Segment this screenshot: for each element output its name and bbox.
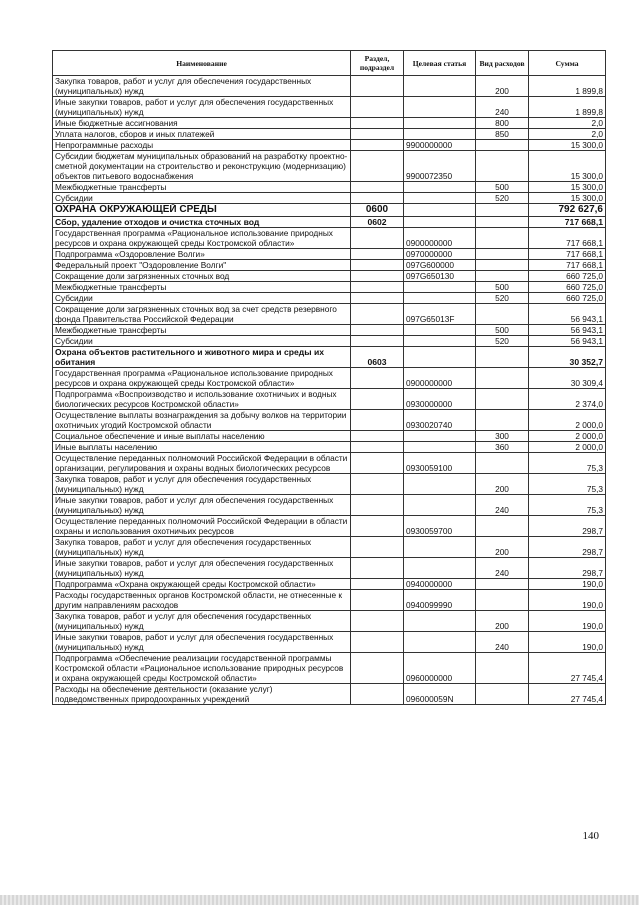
row-name: Охрана объектов растительного и животного мира и среды их обитания (53, 347, 351, 368)
row-name: Сбор, удаление отходов и очистка сточных вод (53, 217, 351, 228)
table-row (53, 431, 606, 442)
row-expense-type: 360 (476, 442, 529, 453)
row-sum: 30 309,4 (529, 368, 606, 389)
row-target-article (404, 118, 476, 129)
table-row (53, 193, 606, 204)
document-page (52, 50, 605, 705)
row-target-article: 0970000000 (404, 249, 476, 260)
row-target-article (404, 204, 476, 217)
row-target-article: 097G65013F (404, 304, 476, 325)
row-target-article (404, 282, 476, 293)
row-sum: 27 745,4 (529, 653, 606, 684)
row-sum: 2,0 (529, 118, 606, 129)
table-row (53, 336, 606, 347)
row-sum: 660 725,0 (529, 282, 606, 293)
row-razdel (351, 474, 404, 495)
row-razdel (351, 97, 404, 118)
row-expense-type: 500 (476, 282, 529, 293)
row-target-article (404, 217, 476, 228)
row-razdel: 0603 (351, 347, 404, 368)
scan-edge (0, 895, 639, 905)
table-row (53, 579, 606, 590)
row-target-article: 0930059700 (404, 516, 476, 537)
row-expense-type: 240 (476, 632, 529, 653)
row-razdel (351, 389, 404, 410)
row-expense-type (476, 228, 529, 249)
row-sum: 298,7 (529, 558, 606, 579)
row-target-article: 9900000000 (404, 140, 476, 151)
row-sum: 75,3 (529, 474, 606, 495)
header-expense-type: Вид расходов (476, 51, 529, 76)
row-sum: 2,0 (529, 129, 606, 140)
header-razdel: Раздел, подраздел (351, 51, 404, 76)
row-expense-type (476, 516, 529, 537)
row-expense-type (476, 653, 529, 684)
row-expense-type (476, 217, 529, 228)
row-expense-type (476, 304, 529, 325)
row-name: Закупка товаров, работ и услуг для обеспечения государственных (муниципальных) нужд (53, 537, 351, 558)
row-expense-type: 500 (476, 325, 529, 336)
row-name: Межбюджетные трансферты (53, 325, 351, 336)
row-expense-type: 300 (476, 431, 529, 442)
row-razdel (351, 579, 404, 590)
row-razdel (351, 590, 404, 611)
row-razdel (351, 151, 404, 182)
row-razdel (351, 182, 404, 193)
row-target-article: 097G650130 (404, 271, 476, 282)
row-expense-type (476, 389, 529, 410)
row-expense-type (476, 151, 529, 182)
row-sum: 75,3 (529, 495, 606, 516)
table-body (53, 76, 606, 705)
row-target-article: 0900000000 (404, 368, 476, 389)
row-razdel (351, 118, 404, 129)
row-razdel (351, 495, 404, 516)
row-name: Иные закупки товаров, работ и услуг для обеспечения государственных (муниципальных) нужд (53, 632, 351, 653)
row-name: Закупка товаров, работ и услуг для обеспечения государственных (муниципальных) нужд (53, 611, 351, 632)
row-target-article (404, 495, 476, 516)
row-sum: 75,3 (529, 453, 606, 474)
table-header-row (53, 51, 606, 76)
row-sum: 298,7 (529, 537, 606, 558)
row-razdel (351, 442, 404, 453)
row-expense-type (476, 453, 529, 474)
row-name: Закупка товаров, работ и услуг для обеспечения государственных (муниципальных) нужд (53, 474, 351, 495)
row-expense-type: 200 (476, 474, 529, 495)
row-sum: 190,0 (529, 579, 606, 590)
row-name: Осуществление выплаты вознаграждения за добычу волков на территории охотничьих угодий Костромской области (53, 410, 351, 431)
row-razdel (351, 653, 404, 684)
row-expense-type: 520 (476, 336, 529, 347)
table-row (53, 495, 606, 516)
row-expense-type (476, 368, 529, 389)
row-target-article: 0930020740 (404, 410, 476, 431)
table-row (53, 217, 606, 228)
table-row (53, 347, 606, 368)
table-row (53, 632, 606, 653)
table-row (53, 271, 606, 282)
row-expense-type (476, 249, 529, 260)
row-razdel (351, 537, 404, 558)
row-expense-type (476, 347, 529, 368)
row-sum: 2 000,0 (529, 431, 606, 442)
row-sum: 56 943,1 (529, 325, 606, 336)
row-name: Субсидии (53, 336, 351, 347)
row-name: Непрограммные расходы (53, 140, 351, 151)
table-row (53, 182, 606, 193)
row-target-article: 0940099990 (404, 590, 476, 611)
row-sum: 2 374,0 (529, 389, 606, 410)
row-name: ОХРАНА ОКРУЖАЮЩЕЙ СРЕДЫ (53, 204, 351, 217)
table-row (53, 590, 606, 611)
row-razdel (351, 368, 404, 389)
row-target-article: 0960000000 (404, 653, 476, 684)
row-razdel (351, 325, 404, 336)
row-name: Расходы на обеспечение деятельности (оказание услуг) подведомственных природоохранных учреждений (53, 684, 351, 705)
row-expense-type: 520 (476, 293, 529, 304)
row-sum: 792 627,6 (529, 204, 606, 217)
row-expense-type: 240 (476, 558, 529, 579)
row-name: Субсидии бюджетам муниципальных образований на разработку проектно-сметной документации на строительство и реконструкцию (модернизацию) объектов питьевого водоснабжения (53, 151, 351, 182)
row-razdel (351, 129, 404, 140)
page-number: 140 (582, 830, 599, 842)
row-expense-type: 800 (476, 118, 529, 129)
row-expense-type (476, 204, 529, 217)
row-target-article: 096000059N (404, 684, 476, 705)
row-name: Государственная программа «Рациональное использование природных ресурсов и охрана окружающей среды Костромской области» (53, 368, 351, 389)
row-name: Сокращение доли загрязненных сточных вод за счет средств резервного фонда Правительства Российской Федерации (53, 304, 351, 325)
row-target-article: 0930059100 (404, 453, 476, 474)
table-row (53, 516, 606, 537)
table-row (53, 151, 606, 182)
row-sum: 717 668,1 (529, 228, 606, 249)
row-name: Иные закупки товаров, работ и услуг для обеспечения государственных (муниципальных) нужд (53, 97, 351, 118)
header-sum: Сумма (529, 51, 606, 76)
row-sum: 298,7 (529, 516, 606, 537)
table-row (53, 537, 606, 558)
row-expense-type (476, 579, 529, 590)
row-target-article: 0900000000 (404, 228, 476, 249)
row-target-article (404, 293, 476, 304)
row-sum: 1 899,8 (529, 76, 606, 97)
row-name: Подпрограмма «Обеспечение реализации государственной программы Костромской области «Рациональное использование природных ресурсов и охрана окружающей среды Костромской области» (53, 653, 351, 684)
row-razdel (351, 431, 404, 442)
row-sum: 56 943,1 (529, 336, 606, 347)
row-expense-type: 500 (476, 182, 529, 193)
table-row (53, 558, 606, 579)
row-name: Иные бюджетные ассигнования (53, 118, 351, 129)
row-razdel (351, 271, 404, 282)
row-razdel (351, 140, 404, 151)
row-target-article (404, 431, 476, 442)
row-name: Иные выплаты населению (53, 442, 351, 453)
table-row (53, 228, 606, 249)
row-sum: 717 668,1 (529, 260, 606, 271)
row-name: Расходы государственных органов Костромской области, не отнесенные к другим направлениям расходов (53, 590, 351, 611)
row-sum: 2 000,0 (529, 410, 606, 431)
row-name: Подпрограмма «Воспроизводство и использование охотничьих и водных биологических ресурсов Костромской области» (53, 389, 351, 410)
table-row (53, 118, 606, 129)
row-name: Государственная программа «Рациональное использование природных ресурсов и охрана окружающей среды Костромской области» (53, 228, 351, 249)
row-target-article: 0940000000 (404, 579, 476, 590)
row-target-article (404, 611, 476, 632)
row-razdel (351, 453, 404, 474)
row-razdel (351, 249, 404, 260)
row-name: Уплата налогов, сборов и иных платежей (53, 129, 351, 140)
row-name: Социальное обеспечение и иные выплаты населению (53, 431, 351, 442)
row-sum: 660 725,0 (529, 271, 606, 282)
row-target-article (404, 193, 476, 204)
row-name: Закупка товаров, работ и услуг для обеспечения государственных (муниципальных) нужд (53, 76, 351, 97)
row-sum: 30 352,7 (529, 347, 606, 368)
row-razdel (351, 516, 404, 537)
row-name: Подпрограмма «Оздоровление Волги» (53, 249, 351, 260)
row-expense-type (476, 410, 529, 431)
row-name: Иные закупки товаров, работ и услуг для обеспечения государственных (муниципальных) нужд (53, 558, 351, 579)
row-target-article (404, 537, 476, 558)
row-expense-type: 850 (476, 129, 529, 140)
row-sum: 190,0 (529, 611, 606, 632)
row-razdel: 0600 (351, 204, 404, 217)
table-row (53, 249, 606, 260)
table-row (53, 653, 606, 684)
row-name: Осуществление переданных полномочий Российской Федерации в области организации, регулирования и охраны водных биологических ресурсов (53, 453, 351, 474)
row-expense-type: 200 (476, 76, 529, 97)
row-target-article (404, 474, 476, 495)
row-razdel (351, 558, 404, 579)
row-target-article (404, 336, 476, 347)
row-target-article: 097G600000 (404, 260, 476, 271)
row-razdel (351, 410, 404, 431)
row-expense-type: 520 (476, 193, 529, 204)
row-expense-type (476, 590, 529, 611)
row-expense-type (476, 684, 529, 705)
row-razdel (351, 228, 404, 249)
row-target-article (404, 632, 476, 653)
budget-table (52, 50, 606, 705)
row-target-article (404, 182, 476, 193)
row-razdel: 0602 (351, 217, 404, 228)
row-razdel (351, 293, 404, 304)
table-row (53, 368, 606, 389)
table-row (53, 293, 606, 304)
row-name: Осуществление переданных полномочий Российской Федерации в области охраны и использования охотничьих ресурсов (53, 516, 351, 537)
header-target-article: Целевая статья (404, 51, 476, 76)
table-row (53, 204, 606, 217)
row-expense-type: 200 (476, 537, 529, 558)
row-razdel (351, 632, 404, 653)
row-target-article (404, 76, 476, 97)
row-name: Межбюджетные трансферты (53, 182, 351, 193)
row-expense-type: 240 (476, 495, 529, 516)
row-sum: 27 745,4 (529, 684, 606, 705)
row-razdel (351, 260, 404, 271)
row-target-article (404, 558, 476, 579)
table-row (53, 260, 606, 271)
row-name: Межбюджетные трансферты (53, 282, 351, 293)
row-target-article: 0930000000 (404, 389, 476, 410)
table-row (53, 304, 606, 325)
row-name: Иные закупки товаров, работ и услуг для обеспечения государственных (муниципальных) нужд (53, 495, 351, 516)
row-expense-type (476, 271, 529, 282)
row-target-article (404, 325, 476, 336)
table-row (53, 140, 606, 151)
table-row (53, 389, 606, 410)
row-name: Субсидии (53, 193, 351, 204)
table-row (53, 474, 606, 495)
row-sum: 717 668,1 (529, 217, 606, 228)
table-row (53, 453, 606, 474)
row-razdel (351, 336, 404, 347)
row-sum: 2 000,0 (529, 442, 606, 453)
table-row (53, 684, 606, 705)
table-row (53, 129, 606, 140)
row-sum: 15 300,0 (529, 182, 606, 193)
row-sum: 15 300,0 (529, 193, 606, 204)
row-name: Федеральный проект "Оздоровление Волги" (53, 260, 351, 271)
table-row (53, 611, 606, 632)
row-target-article (404, 442, 476, 453)
row-expense-type (476, 140, 529, 151)
row-name: Сокращение доли загрязненных сточных вод (53, 271, 351, 282)
row-expense-type: 200 (476, 611, 529, 632)
row-target-article: 9900072350 (404, 151, 476, 182)
row-expense-type: 240 (476, 97, 529, 118)
row-sum: 15 300,0 (529, 151, 606, 182)
row-razdel (351, 684, 404, 705)
row-sum: 717 668,1 (529, 249, 606, 260)
row-sum: 190,0 (529, 632, 606, 653)
row-razdel (351, 193, 404, 204)
row-name: Подпрограмма «Охрана окружающей среды Костромской области» (53, 579, 351, 590)
row-sum: 15 300,0 (529, 140, 606, 151)
row-expense-type (476, 260, 529, 271)
table-row (53, 325, 606, 336)
row-target-article (404, 347, 476, 368)
table-row (53, 410, 606, 431)
row-razdel (351, 304, 404, 325)
row-razdel (351, 282, 404, 293)
table-row (53, 76, 606, 97)
table-row (53, 282, 606, 293)
row-sum: 1 899,8 (529, 97, 606, 118)
row-target-article (404, 129, 476, 140)
row-sum: 56 943,1 (529, 304, 606, 325)
table-row (53, 442, 606, 453)
row-target-article (404, 97, 476, 118)
row-sum: 190,0 (529, 590, 606, 611)
table-row (53, 97, 606, 118)
header-name: Наименование (53, 51, 351, 76)
row-razdel (351, 611, 404, 632)
row-razdel (351, 76, 404, 97)
row-name: Субсидии (53, 293, 351, 304)
row-sum: 660 725,0 (529, 293, 606, 304)
